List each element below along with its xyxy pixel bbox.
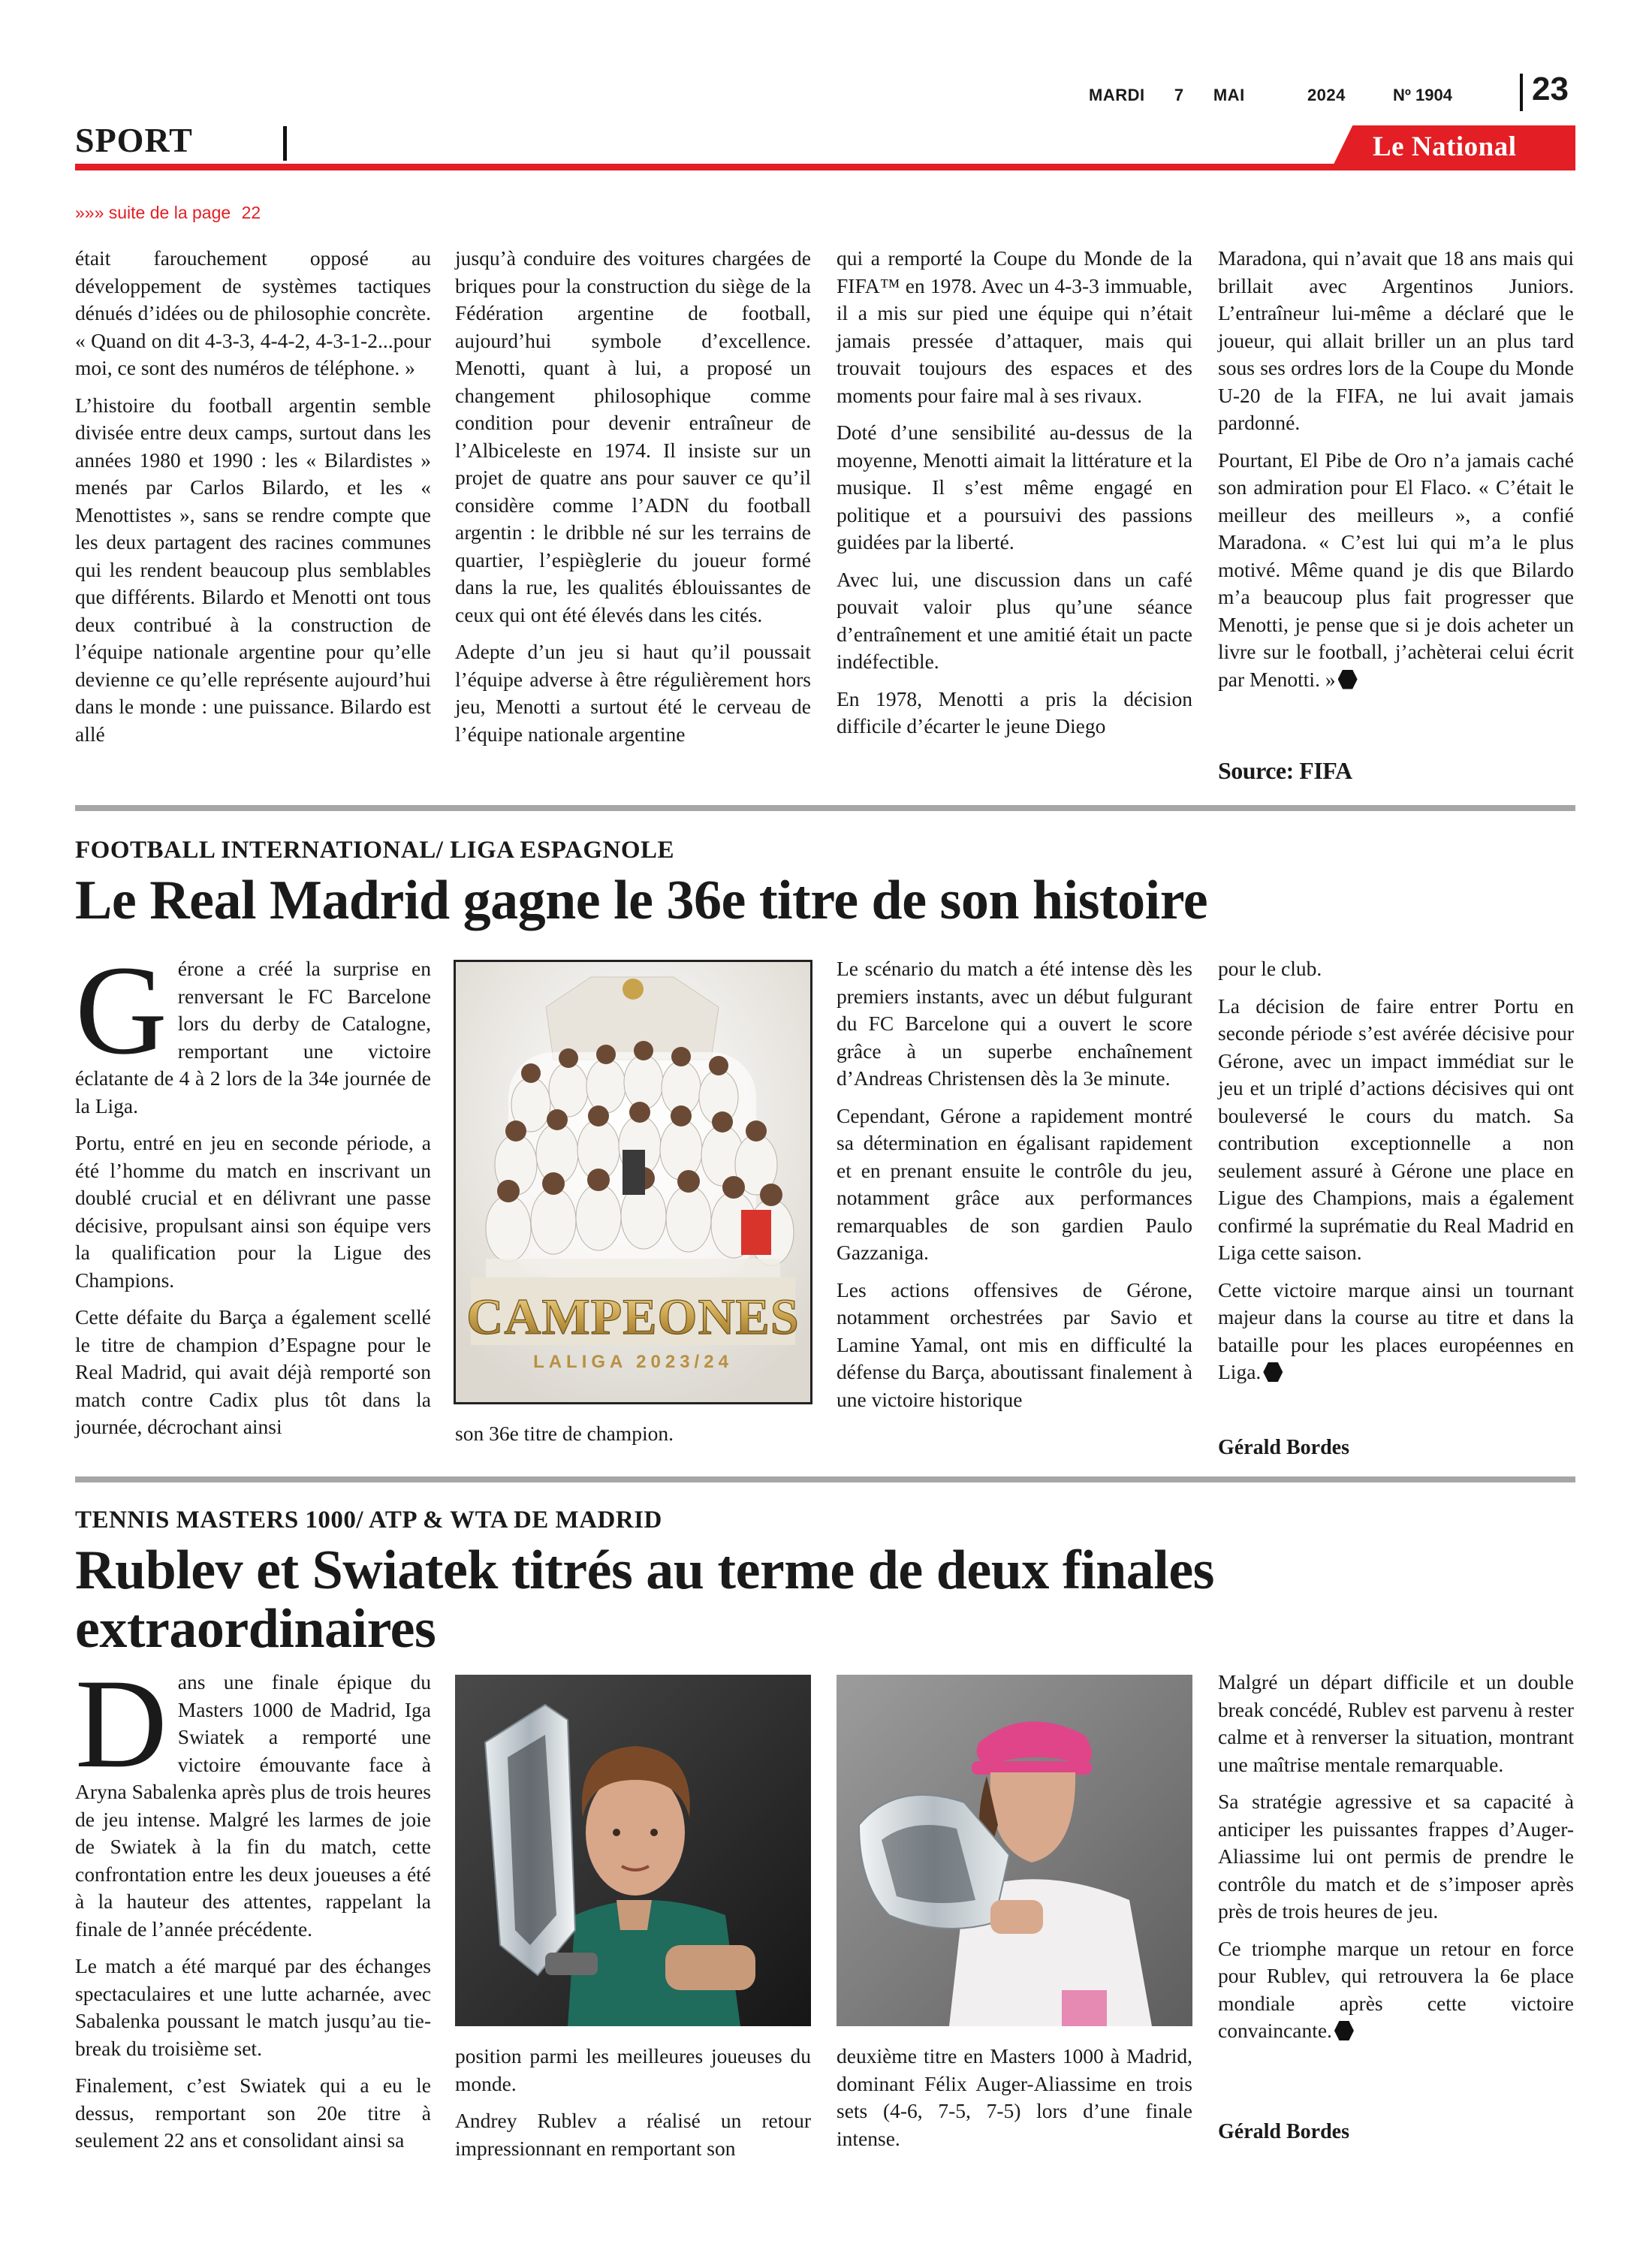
article-headline: Rublev et Swiatek titrés au terme de deux finales extraordinaires	[75, 1540, 1214, 1660]
section-separator	[75, 1476, 1575, 1482]
paragraph: En 1978, Menotti a pris la décision difficile d’écarter le jeune Diego	[837, 686, 1192, 737]
paragraph: position parmi les meilleures joueuses du monde.	[455, 2044, 811, 2095]
continuation-text: »»» suite de la page	[75, 203, 231, 222]
continuation-page: 22	[241, 203, 261, 222]
section-title: SPORT	[75, 121, 193, 159]
rublev-photo	[455, 1675, 811, 2026]
article-kicker: FOOTBALL INTERNATIONAL/ LIGA ESPAGNOLE	[75, 837, 675, 864]
paragraph: Doté d’une sensibilité au-dessus de la moyenne, Menotti aimait la littérature et la musique. Il s’est même engagé en politique et a poursuivi des passions guidées par la liberté.	[837, 421, 1192, 553]
paragraph: Cependant, Gérone a rapidement montré sa détermination en égalisant rapidement et en prenant ensuite le contrôle du jeu, notamment grâce aux performances remarquables de son gardien Paulo Gazzaniga.	[837, 1103, 1192, 1264]
date-month: MAI	[1213, 86, 1245, 104]
paragraph: Le scénario du match a été intense dès les premiers instants, avec un début fulgurant du FC Barcelone qui a ouvert le score grâce à un superbe enchaînement d’Andreas Christensen dès la 3e minute.	[837, 957, 1192, 1090]
paragraph: Sa stratégie agressive et sa capacité à anticiper les puissantes frappes d’Auger-Aliassime lui ont permis de prendre le contrôle du match et de s’imposer après près de trois heures de jeu.	[1218, 1790, 1574, 1923]
paragraph: Maradona, qui n’avait que 18 ans mais qui brillait avec Argentinos Juniors. L’entraîneur lui-même a déclaré que le joueur, qui allait briller un an plus tard sous ses ordres lors de la Coupe du Monde U-20 de la FIFA, ne lui avait jamais pardonné.	[1218, 246, 1574, 434]
paragraph: Malgré un départ difficile et un double break concédé, Rublev est parvenu à rester calme et à renverser la situation, montrant une maîtrise mentale remarquable.	[1218, 1670, 1574, 1776]
real-madrid-photo	[454, 960, 812, 1404]
champions-celebration-image	[456, 962, 810, 1402]
date-number: 7	[1174, 86, 1184, 104]
paragraph-text: érone a créé la surprise en renversant le FC Barcelone lors du derby de Catalogne, remportant une victoire éclatante de 4 à 2 lors de la 34e journée de la Liga.	[75, 957, 431, 1117]
paragraph: Le match a été marqué par des échanges spectaculaires et une lutte acharnée, avec Sabalenka poussant le match jusqu’au tie-break du troisième set.	[75, 1954, 431, 2060]
paragraph: Cette défaite du Barça a également scellé le titre de champion d’Espagne pour le Real Madrid, qui avait déjà remporté son match contre Cadix plus tôt dans la journée, décrochant ainsi	[75, 1305, 431, 1438]
drop-cap: G	[75, 940, 167, 1081]
paragraph: Les actions offensives de Gérone, notamment orchestrées par Savio et Lamine Yamal, ont mis en difficulté la défense du Barça, aboutissant finalement à une victoire historique	[837, 1277, 1192, 1411]
paragraph: Finalement, c’est Swiatek qui a eu le dessus, remportant son 20e titre à seulement 22 ans et consolidant ainsi sa	[75, 2074, 431, 2152]
swiatek-photo	[837, 1675, 1192, 2026]
source-credit: Source: FIFA	[1218, 757, 1352, 784]
paragraph-text: Pourtant, El Pibe de Oro n’a jamais caché son admiration pour El Flaco. « C’était le meilleur des meilleurs », a confié Maradona. « C’est lui qui m’a le plus motivé. Même quand je dis que Bilardo m’a beaucoup plus fait progresser que Menotti, je pense que si je dois acheter un livre sur le football, j’achèterai celui écrit par Menotti. »	[1218, 448, 1574, 691]
continuation-column-2	[455, 245, 811, 758]
paragraph-with-end	[1218, 1277, 1574, 1386]
end-of-article-icon	[1338, 670, 1358, 689]
tennis-column-1	[75, 1653, 431, 2164]
swiatek-trophy-image	[837, 1675, 1192, 2026]
end-of-article-icon	[1263, 1362, 1283, 1382]
paragraph: L’histoire du football argentin semble divisée entre deux camps, surtout dans les années 1980 et 1990 : les « Bilardistes » menés par Carlos Bilardo, et les « Menottistes », sans se rendre compte que les deux partagent des racines communes qui les rendent beaucoup plus semblables que différents. Bilardo et Menotti ont tous deux contribué à la construction de l’équipe nationale argentine pour qu’elle devienne ce qu’elle représente aujourd’hui dans le monde : une puissance. Bilardo est allé	[75, 393, 431, 746]
campeones-title: CAMPEONES	[466, 1288, 800, 1345]
tennis-column-2	[455, 2043, 811, 2172]
paragraph: pour le club.	[1218, 957, 1322, 980]
tennis-column-4	[1218, 1669, 1574, 2055]
real-column-3	[837, 955, 1192, 1423]
paragraph: Avec lui, une discussion dans un café pouvait valoir plus qu’une séance d’entraînement et une amitié était un pacte indéfectible.	[837, 567, 1192, 673]
real-column-1	[75, 940, 431, 1451]
paragraph-dropcap	[75, 1653, 431, 1943]
paragraph: Andrey Rublev a réalisé un retour impressionnant en remportant son	[455, 2109, 811, 2160]
paragraph-with-end	[1218, 1935, 1574, 2045]
drop-cap: D	[75, 1653, 167, 1794]
issue-number: Nº 1904	[1393, 86, 1452, 104]
rublev-trophy-image	[455, 1675, 811, 2026]
paragraph-text: Ce triomphe marque un retour en force pour Rublev, qui retrouvera la 6e place mondiale après cette victoire convaincante.	[1218, 1936, 1574, 2042]
laliga-season: LALIGA 2023/24	[533, 1352, 733, 1372]
continuation-column-4	[1218, 245, 1574, 703]
tennis-column-3	[837, 2043, 1192, 2162]
article-kicker: TENNIS MASTERS 1000/ ATP & WTA DE MADRID	[75, 1507, 662, 1534]
page-number: 23	[1532, 71, 1569, 107]
paragraph: jusqu’à conduire des voitures chargées de briques pour la construction du siège de la Fédération argentine de football, aujourd’hui symbole d’excellence. Menotti, quant à lui, a proposé un changement philosophique comme condition pour devenir entraîneur de l’Albiceleste en 1974. Il insiste sur un projet de quatre ans pour sauver ce qu’il considère comme l’ADN du football argentin : le dribble né sur les terrains de quartier, l’espièglerie du joueur formé dans la rue, les qualités éblouissantes de ceux qui ont été élevés dans les cités.	[455, 246, 811, 626]
continuation-column-3	[837, 245, 1192, 750]
date-year: 2024	[1307, 86, 1346, 104]
paper-name: Le National	[1373, 131, 1517, 162]
author-signature: Gérald Bordes	[1218, 2120, 1349, 2143]
author-signature: Gérald Bordes	[1218, 1436, 1349, 1459]
continuation-label	[75, 203, 261, 223]
paragraph: était farouchement opposé au développement de systèmes tactiques dénués d’idées ou de philosophie concrète. « Quand on dit 4-3-3, 4-4-2, 4-3-1-2...pour moi, ce sont des numéros de téléphone. »	[75, 246, 431, 379]
article-headline: Le Real Madrid gagne le 36e titre de son histoire	[75, 870, 1208, 931]
real-column-2-tail: son 36e titre de champion.	[455, 1422, 674, 1445]
paragraph: Portu, entré en jeu en seconde période, a été l’homme du match en inscrivant un doublé crucial et en délivrant une passe décisive, propulsant ainsi son équipe vers la qualification pour la Ligue des Champions.	[75, 1131, 431, 1292]
page-number-divider	[1520, 74, 1523, 111]
section-divider	[283, 126, 287, 161]
date-line	[1089, 86, 1346, 105]
section-separator	[75, 805, 1575, 811]
paragraph-text: ans une finale épique du Masters 1000 de Madrid, Iga Swiatek a remporté une victoire émouvante face à Aryna Sabalenka après plus de trois heures de jeu intense. Malgré les larmes de joie de Swiatek à la fin du match, cette confrontation entre les deux joueuses a été à la hauteur des attentes, rappelant la finale de l’année précédente.	[75, 1670, 431, 1941]
continuation-column-1	[75, 245, 431, 758]
paragraph: Adepte d’un jeu si haut qu’il poussait l’équipe adverse à être régulièrement hors jeu, Menotti a surtout été le cerveau de l’équipe nationale argentine	[455, 640, 811, 746]
end-of-article-icon	[1334, 2021, 1354, 2040]
paragraph: La décision de faire entrer Portu en seconde période s’est avérée décisive pour Gérone, avec un impact immédiat sur le jeu et un triplé d’actions décisives qui ont bouleversé le cours du match. Sa contribution exceptionnelle a non seulement assuré à Gérone une place en Ligue des Champions, mais a également confirmé la suprématie du Real Madrid en Liga cette saison.	[1218, 994, 1574, 1264]
real-column-4	[1218, 955, 1574, 1396]
paragraph-with-end	[1218, 447, 1574, 694]
paragraph: qui a remporté la Coupe du Monde de la FIFA™ en 1978. Avec un 4-3-3 immuable, il a mis sur pied une équipe qui n’était jamais pressée d’attaquer, mais qui trouvait toujours des espaces et des moments pour faire mal à ses rivaux.	[837, 246, 1192, 407]
date-day: MARDI	[1089, 86, 1145, 104]
paragraph-text: Cette victoire marque ainsi un tournant majeur dans la course au titre et dans la bataille pour les places européennes en Liga.	[1218, 1277, 1574, 1383]
paragraph: deuxième titre en Masters 1000 à Madrid, dominant Félix Auger-Aliassime en trois sets (4-6, 7-5, 7-5) lors d’une finale intense.	[837, 2044, 1192, 2150]
paragraph-dropcap	[75, 940, 431, 1120]
